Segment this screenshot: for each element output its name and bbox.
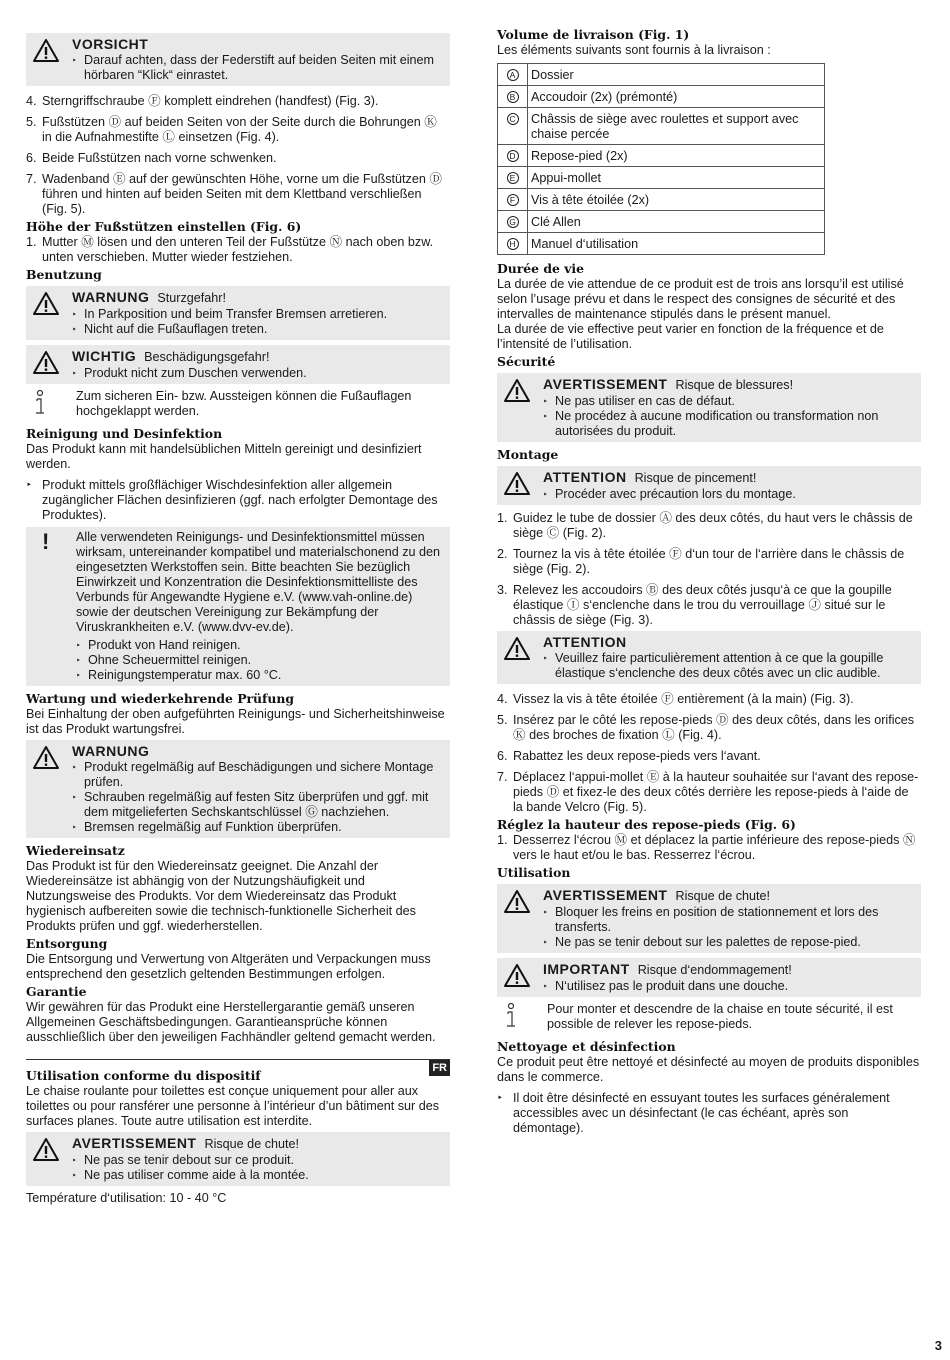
info-icon	[26, 389, 76, 421]
safety-heading: Sécurité	[497, 354, 556, 369]
use-warning-box-fr: AVERTISSEMENT Risque de chute! ‣ Bloquer les freins en position de stationnement et lors des transferts. ‣ Ne pas se tenir debout sur les palettes de repose-pied.	[497, 884, 921, 953]
step-item: 6. Rabattez les deux repose-pieds vers l‘avant.	[497, 749, 761, 763]
use-important-box-de: WICHTIG Beschädigungsgefahr! ‣ Produkt nicht zum Duschen verwenden.	[26, 345, 450, 384]
warning-triangle-icon	[32, 348, 72, 381]
table-row: E Appui-mollet	[498, 167, 825, 189]
lifetime-heading: Durée de vie	[497, 261, 585, 276]
table-row: H Manuel d‘utilisation	[498, 233, 825, 255]
assembly-heading: Montage	[497, 447, 559, 462]
use-warning-box-de: WARNUNG Sturzgefahr! ‣ In Parkposition und beim Transfer Bremsen arretieren. ‣ Nicht auf die Fußauflagen treten.	[26, 286, 450, 340]
caution-signal: VORSICHT	[72, 36, 149, 52]
warning-triangle-icon	[32, 1135, 72, 1183]
step-item: 7. Wadenband Ⓔ auf der gewünschten Höhe, vorne um die Fußstützen Ⓓ führen und hinten auf beiden Seiten mit dem Klettband verschließen (Fig. 5).	[26, 172, 442, 216]
step-item: 1. Desserrez l‘écrou Ⓜ et déplacez la partie inférieure des repose-pieds Ⓝ vers le haut et/ou le bas. Resserrez l‘écrou.	[497, 833, 916, 862]
caution-item: Darauf achten, dass der Federstift auf beiden Seiten mit einem hörbaren “Klick“ einrastet.	[84, 53, 435, 82]
disposal-heading-de: Entsorgung	[26, 936, 108, 951]
use-important-box-fr: IMPORTANT Risque d‘endommagement! ‣ N‘utilisez pas le produit dans une douche.	[497, 958, 921, 997]
intended-use-heading-fr: Utilisation conforme du dispositif	[26, 1068, 261, 1083]
warranty-heading-de: Garantie	[26, 984, 87, 999]
clean-bullet-de: ‣ Produkt mittels großflächiger Wischdesinfektion aller allgemein zugänglicher Flächen desinfizieren (ggf. nach erfolgter Demontage des Produktes).	[26, 478, 438, 522]
table-row: G Clé Allen	[498, 211, 825, 233]
step-item: 1. Guidez le tube de dossier Ⓐ des deux côtés, du haut vers le châssis de siège Ⓒ (Fig. 2).	[497, 511, 913, 540]
language-tag-fr: FR	[429, 1060, 450, 1076]
warranty-text-de: Wir gewähren für das Produkt eine Herstellergarantie gemäß unseren Allgemeinen Geschäftsbedingungen. Garantieansprüche können ausschließlich über den jeweiligen Fachhändler geltend gemacht werden.	[26, 1000, 436, 1044]
scope-heading: Volume de livraison (Fig. 1)	[497, 27, 690, 42]
use-heading-de: Benutzung	[26, 267, 102, 282]
disposal-text-de: Die Entsorgung und Verwertung von Altgeräten und Verpackungen muss entsprechend den gesetzlich geltenden Bestimmungen erfolgen.	[26, 952, 431, 981]
table-row: A Dossier	[498, 64, 825, 86]
step-item: 4. Sterngriffschraube Ⓕ komplett eindrehen (handfest) (Fig. 3).	[26, 94, 379, 108]
step-item: 5. Insérez par le côté les repose-pieds Ⓓ des deux côtés, dans les orifices Ⓚ des broches de fixation Ⓛ (Fig. 4).	[497, 713, 915, 742]
warning-triangle-icon	[503, 376, 543, 439]
height-steps-fr	[497, 833, 921, 863]
step-item: 1. Mutter Ⓜ lösen und den unteren Teil der Fußstütze Ⓝ nach oben bzw. unten verschieben. Mutter wieder festziehen.	[26, 235, 434, 264]
warning-triangle-icon	[32, 743, 72, 835]
step-item: 5. Fußstützen Ⓓ auf beiden Seiten von der Seite durch die Bohrungen Ⓚ in die Aufnahmestifte Ⓛ einsetzen (Fig. 4).	[26, 115, 437, 144]
clean-heading-fr: Nettoyage et désinfection	[497, 1039, 676, 1054]
maint-warning-box-de: WARNUNG ‣ Produkt regelmäßig auf Beschädigungen und sichere Montage prüfen. ‣ Schrauben regelmäßig auf festen Sitz überprüfen und ggf. mit dem mitgelieferten Sechskantschlüssel Ⓖ nachziehen. ‣ Bremsen regelmäßig auf Funktion überprüfen.	[26, 740, 450, 838]
info-icon	[497, 1002, 547, 1034]
use-info-fr: Pour monter et descendre de la chaise en toute sécurité, il est possible de relever les repose-pieds.	[497, 1002, 921, 1034]
assembly-steps-fr-b	[497, 692, 921, 815]
assembly-steps-fr-a	[497, 511, 921, 628]
intended-use-text-fr: Le chaise roulante pour toilettes est conçue uniquement pour aller aux toilettes ou pour ransférer une personne à l’intérieur d’un bâtiment sur des surfaces planes. Toute autre utilisation est interdite.	[26, 1084, 440, 1128]
safety-warning-box: AVERTISSEMENT Risque de blessures! ‣ Ne pas utiliser en cas de défaut. ‣ Ne procédez à aucune modification ou transformation non autorisées du produit.	[497, 373, 921, 442]
clean-note-box-de: ! Alle verwendeten Reinigungs- und Desinfektionsmittel müssen wirksam, untereinander kompatibel und materialschonend zu den eingesetzten Werkstoffen sein. Bitte beachten Sie bezüglich Einwirkzeit und Konzentration die Desinfektionsmittelliste des Verbunds für Angewandte Hygiene e.V. (www.vah-online.de) sowie der deutschen Vereinigung zur Bekämpfung der Viruskrankheiten e.V. (www.dvv-ev.de). ‣ Produkt von Hand reinigen. ‣ Ohne Scheuermittel reinigen. ‣ Reinigungstemperatur max. 60 °C.	[26, 527, 450, 686]
reuse-heading-de: Wiedereinsatz	[26, 843, 125, 858]
use-info-de: Zum sicheren Ein- bzw. Aussteigen können die Fußauflagen hochgeklappt werden.	[26, 389, 450, 421]
step-item: 4. Vissez la vis à tête étoilée Ⓕ entièrement (à la main) (Fig. 3).	[497, 692, 854, 706]
scope-intro: Les éléments suivants sont fournis à la livraison :	[497, 43, 771, 57]
exclamation-icon: !	[42, 529, 50, 554]
clean-bullet-fr: ‣ Il doit être désinfecté en essuyant toutes les surfaces généralement accessibles avec un désinfectant (le cas échéant, après son démontage).	[497, 1091, 890, 1135]
step-item: 3. Relevez les accoudoirs Ⓑ des deux côtés jusqu‘à ce que la goupille élastique Ⓘ s‘enclenche dans le trou du verrouillage Ⓙ situé sur le châssis de siège (Fig. 3).	[497, 583, 892, 627]
maint-text-de: Bei Einhaltung der oben aufgeführten Reinigungs- und Sicherheitshinweise ist das Produkt wartungsfrei.	[26, 707, 445, 736]
warning-triangle-icon	[503, 469, 543, 502]
right-column	[497, 25, 921, 1136]
lifetime-text-2: La durée de vie effective peut varier en fonction de la fréquence et de l’intensité de l’utilisation.	[497, 322, 884, 351]
warning-triangle-icon	[32, 36, 72, 83]
assembly-attention-box: ATTENTION Risque de pincement! ‣ Procéder avec précaution lors du montage.	[497, 466, 921, 505]
clean-heading-de: Reinigung und Desinfektion	[26, 426, 223, 441]
scope-table	[497, 63, 825, 255]
use-heading-fr: Utilisation	[497, 865, 571, 880]
assembly-steps-de	[26, 94, 450, 217]
step-item: 7. Déplacez l‘appui-mollet Ⓔ à la hauteur souhaitée sur l‘avant des repose-pieds Ⓓ et fixez-le des deux côtés derrière les repose-pieds à l‘aide de la bande Velcro (Fig. 5).	[497, 770, 919, 814]
step-item: 6. Beide Fußstützen nach vorne schwenken.	[26, 151, 277, 165]
warning-triangle-icon	[32, 289, 72, 337]
maint-heading-de: Wartung und wiederkehrende Prüfung	[26, 691, 295, 706]
table-row: B Accoudoir (2x) (prémonté)	[498, 86, 825, 108]
left-column	[26, 30, 450, 1207]
height-steps-de	[26, 235, 450, 265]
warning-triangle-icon	[503, 634, 543, 681]
table-row: C Châssis de siège avec roulettes et support avec chaise percée	[498, 108, 825, 145]
height-heading-fr: Réglez la hauteur des repose-pieds (Fig. 6)	[497, 817, 796, 832]
table-row: D Repose-pied (2x)	[498, 145, 825, 167]
assembly-attention2-box: ATTENTION ‣ Veuillez faire particulièrement attention à ce que la goupille élastique s‘enclenche des deux côtés avec un clic audible.	[497, 631, 921, 684]
clean-text-fr: Ce produit peut être nettoyé et désinfecté au moyen de produits disponibles dans le commerce.	[497, 1055, 920, 1084]
intended-warning-box-fr: AVERTISSEMENT Risque de chute! ‣ Ne pas se tenir debout sur ce produit. ‣ Ne pas utiliser comme aide à la montée.	[26, 1132, 450, 1186]
page-number: 3	[934, 1338, 942, 1353]
height-heading-de: Höhe der Fußstützen einstellen (Fig. 6)	[26, 219, 302, 234]
operating-temperature-fr: Température d‘utilisation: 10 - 40 °C	[26, 1191, 227, 1205]
table-row: F Vis à tête étoilée (2x)	[498, 189, 825, 211]
clean-text-de: Das Produkt kann mit handelsüblichen Mitteln gereinigt und desinfiziert werden.	[26, 442, 422, 471]
reuse-text-de: Das Produkt ist für den Wiedereinsatz geeignet. Die Anzahl der Wiedereinsätze ist abhängig von der Nutzungshäufigkeit und Nutzungsweise des Produkts. Vor dem Wiedereinsatz das Produkt hygienisch aufbereiten sowie die technisch-funktionelle Sicherheit des Produkts prüfen und ggf. wiederherstellen.	[26, 859, 416, 933]
warning-triangle-icon	[503, 887, 543, 950]
lifetime-text-1: La durée de vie attendue de ce produit est de trois ans lorsqu’il est utilisé selon l’usage prévu et dans le respect des consignes de sécurité et des intervalles de maintenance stipulés dans le présent manuel.	[497, 277, 904, 321]
fr-section-divider	[26, 1059, 450, 1084]
caution-box: VORSICHT ‣ Darauf achten, dass der Federstift auf beiden Seiten mit einem hörbaren “Klick“ einrastet.	[26, 33, 450, 86]
step-item: 2. Tournez la vis à tête étoilée Ⓕ d‘un tour de l‘arrière dans le châssis de siège (Fig. 2).	[497, 547, 905, 576]
warning-triangle-icon	[503, 961, 543, 994]
